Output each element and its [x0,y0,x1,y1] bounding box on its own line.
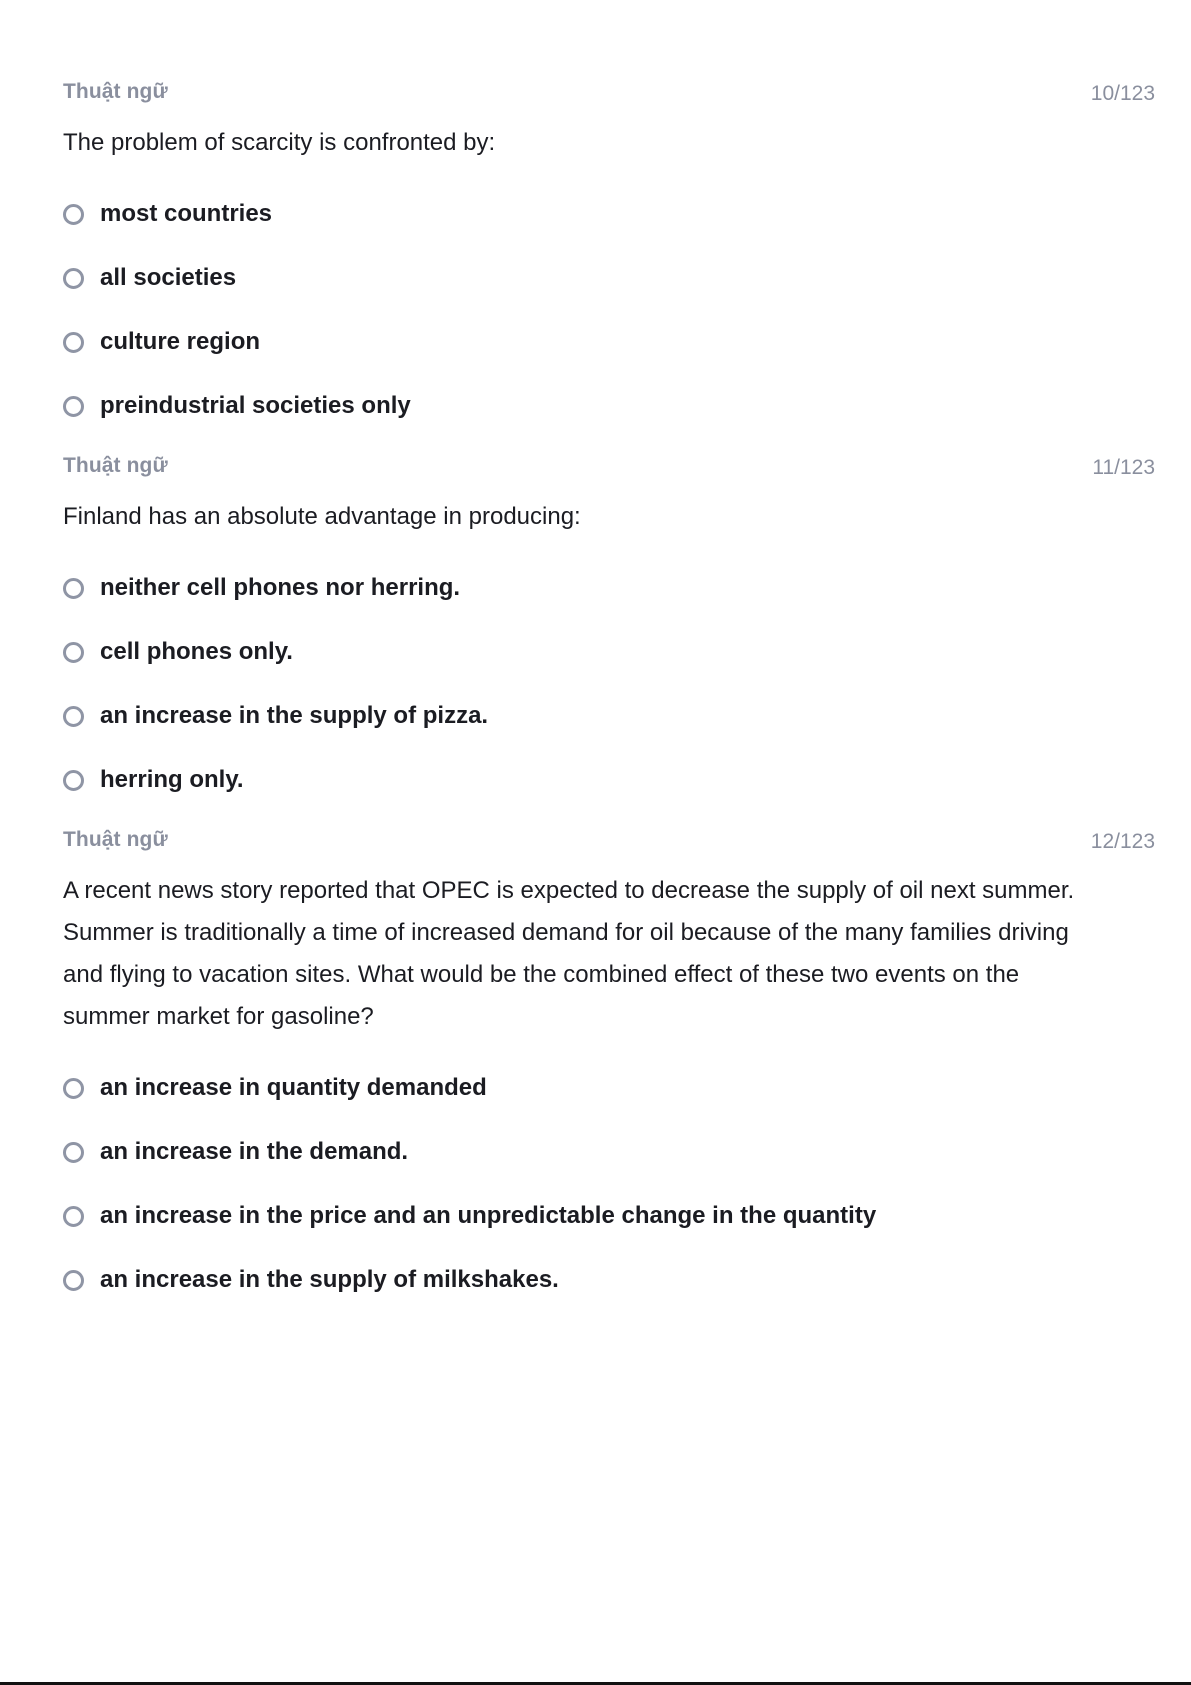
answer-option-label: most countries [100,200,273,227]
answer-option-label: preindustrial societies only [100,392,411,419]
answer-option-label: cell phones only. [100,638,293,665]
answer-option-label: culture region [100,328,261,355]
radio-button-icon[interactable] [63,1206,84,1227]
question-header [63,828,1155,858]
radio-button-icon[interactable] [63,1078,84,1099]
question-card [63,80,1155,438]
question-header [63,454,1155,484]
answer-option-label: an increase in the price and an unpredictable change in the quantity [100,1202,877,1229]
radio-button-icon[interactable] [63,204,84,225]
radio-button-icon[interactable] [63,332,84,353]
answer-option[interactable] [63,1184,1155,1248]
radio-button-icon[interactable] [63,642,84,663]
answer-option-label: an increase in quantity demanded [100,1074,487,1101]
answer-option-label: neither cell phones nor herring. [100,574,461,601]
question-card [63,454,1155,812]
answer-options [63,1056,1155,1312]
radio-button-icon[interactable] [63,770,84,791]
question-counter: 10/123 [1090,82,1155,105]
answer-option-label: an increase in the supply of pizza. [100,702,489,729]
radio-button-icon[interactable] [63,268,84,289]
radio-button-icon[interactable] [63,706,84,727]
question-term-label: Thuật ngữ [63,80,168,103]
answer-option[interactable] [63,684,1155,748]
radio-button-icon[interactable] [63,578,84,599]
radio-button-icon[interactable] [63,1270,84,1291]
answer-options [63,556,1155,812]
question-term-label: Thuật ngữ [63,454,168,477]
answer-option[interactable] [63,310,1155,374]
answer-options [63,182,1155,438]
answer-option[interactable] [63,748,1155,812]
answer-option-label: all societies [100,264,237,291]
question-text: Finland has an absolute advantage in producing: [63,503,581,530]
answer-option-label: an increase in the supply of milkshakes. [100,1266,559,1293]
question-counter: 12/123 [1090,830,1155,853]
answer-option[interactable] [63,374,1155,438]
answer-option[interactable] [63,1056,1155,1120]
question-text: The problem of scarcity is confronted by: [63,129,496,156]
question-counter: 11/123 [1092,456,1155,479]
radio-button-icon[interactable] [63,1142,84,1163]
answer-option[interactable] [63,182,1155,246]
answer-option[interactable] [63,620,1155,684]
question-card [63,828,1155,1312]
radio-button-icon[interactable] [63,396,84,417]
answer-option[interactable] [63,1120,1155,1184]
answer-option[interactable] [63,246,1155,310]
answer-option[interactable] [63,1248,1155,1312]
answer-option-label: an increase in the demand. [100,1138,409,1165]
question-text: A recent news story reported that OPEC is expected to decrease the supply of oil next summer. Summer is traditionally a time of increased demand for oil because of the many families driving and flying to vacation sites. What would be the combined effect of these two events on the summer market for gasoline? [63,877,1075,1030]
answer-option-label: herring only. [100,766,244,793]
answer-option[interactable] [63,556,1155,620]
question-header [63,80,1155,110]
question-term-label: Thuật ngữ [63,828,168,851]
